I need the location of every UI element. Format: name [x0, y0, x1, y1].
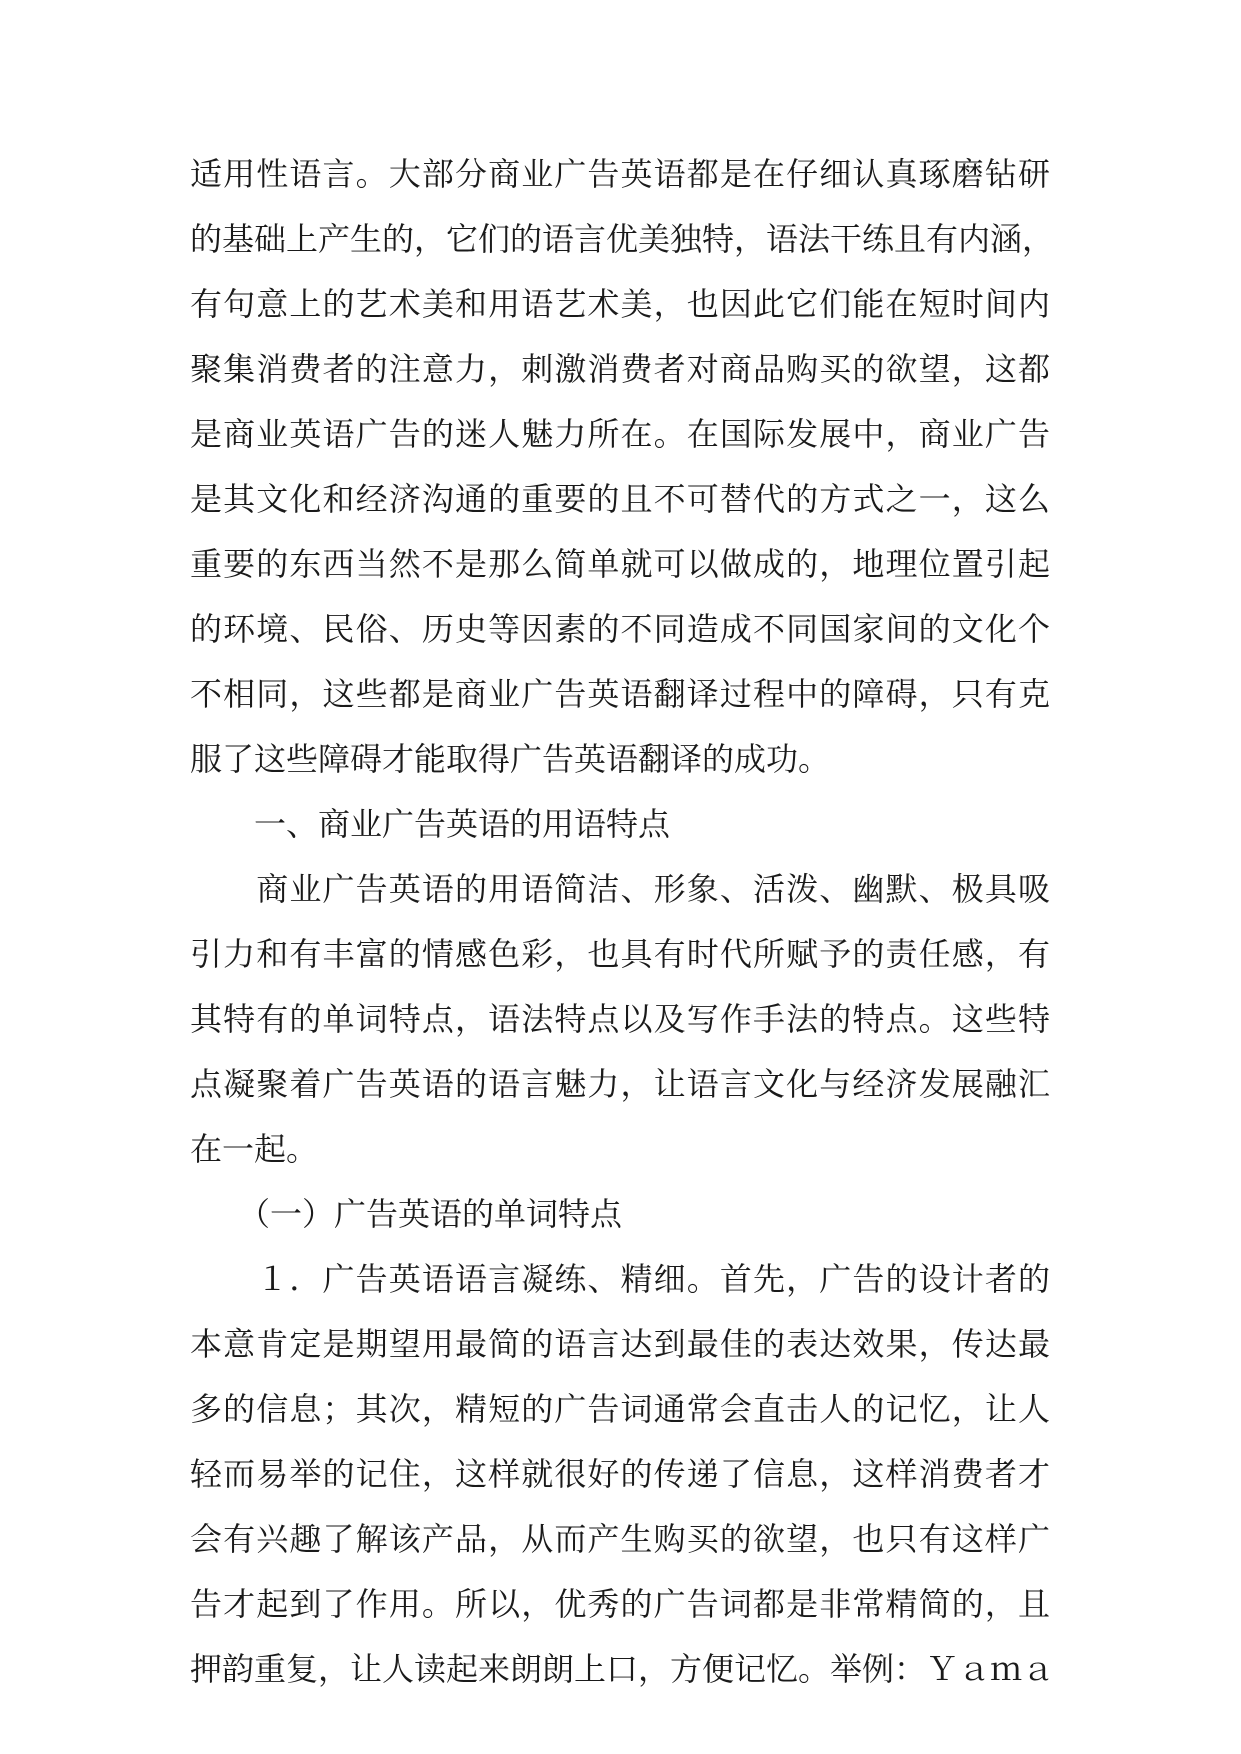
- body-line: 多的信息；其次，精短的广告词通常会直击人的记忆，让人: [190, 1390, 1050, 1428]
- body-line: 有句意上的艺术美和用语艺术美，也因此它们能在短时间内: [190, 285, 1050, 323]
- body-line: 是其文化和经济沟通的重要的且不可替代的方式之一，这么: [190, 480, 1050, 518]
- body-line: 适用性语言。大部分商业广告英语都是在仔细认真琢磨钻研: [190, 155, 1050, 193]
- body-line: 服了这些障碍才能取得广告英语翻译的成功。: [190, 740, 831, 778]
- body-line: 押韵重复，让人读起来朗朗上口，方便记忆。举例：Ｙａｍａ: [190, 1650, 1055, 1688]
- body-line: 会有兴趣了解该产品，从而产生购买的欲望，也只有这样广: [190, 1520, 1050, 1558]
- body-line: 轻而易举的记住，这样就很好的传递了信息，这样消费者才: [190, 1455, 1050, 1493]
- body-line: 重要的东西当然不是那么简单就可以做成的，地理位置引起: [190, 545, 1050, 583]
- body-line: 本意肯定是期望用最简的语言达到最佳的表达效果，传达最: [190, 1325, 1050, 1363]
- subsection-heading: （一）广告英语的单词特点: [190, 1195, 623, 1233]
- body-line: 商业广告英语的用语简洁、形象、活泼、幽默、极具吸: [190, 870, 1050, 908]
- section-heading: 一、商业广告英语的用语特点: [190, 805, 671, 843]
- body-line: 点凝聚着广告英语的语言魅力，让语言文化与经济发展融汇: [190, 1065, 1050, 1103]
- body-line: 是商业英语广告的迷人魅力所在。在国际发展中，商业广告: [190, 415, 1050, 453]
- body-line: 告才起到了作用。所以，优秀的广告词都是非常精简的，且: [190, 1585, 1050, 1623]
- body-line: １．广告英语语言凝练、精细。首先，广告的设计者的: [190, 1260, 1050, 1298]
- body-line: 其特有的单词特点，语法特点以及写作手法的特点。这些特: [190, 1000, 1050, 1038]
- body-line: 的环境、民俗、历史等因素的不同造成不同国家间的文化个: [190, 610, 1050, 648]
- body-line: 的基础上产生的，它们的语言优美独特，语法干练且有内涵，: [190, 220, 1055, 258]
- body-line: 在一起。: [190, 1130, 319, 1168]
- body-line: 引力和有丰富的情感色彩，也具有时代所赋予的责任感，有: [190, 935, 1050, 973]
- body-line: 聚集消费者的注意力，刺激消费者对商品购买的欲望，这都: [190, 350, 1050, 388]
- body-line: 不相同，这些都是商业广告英语翻译过程中的障碍，只有克: [190, 675, 1050, 713]
